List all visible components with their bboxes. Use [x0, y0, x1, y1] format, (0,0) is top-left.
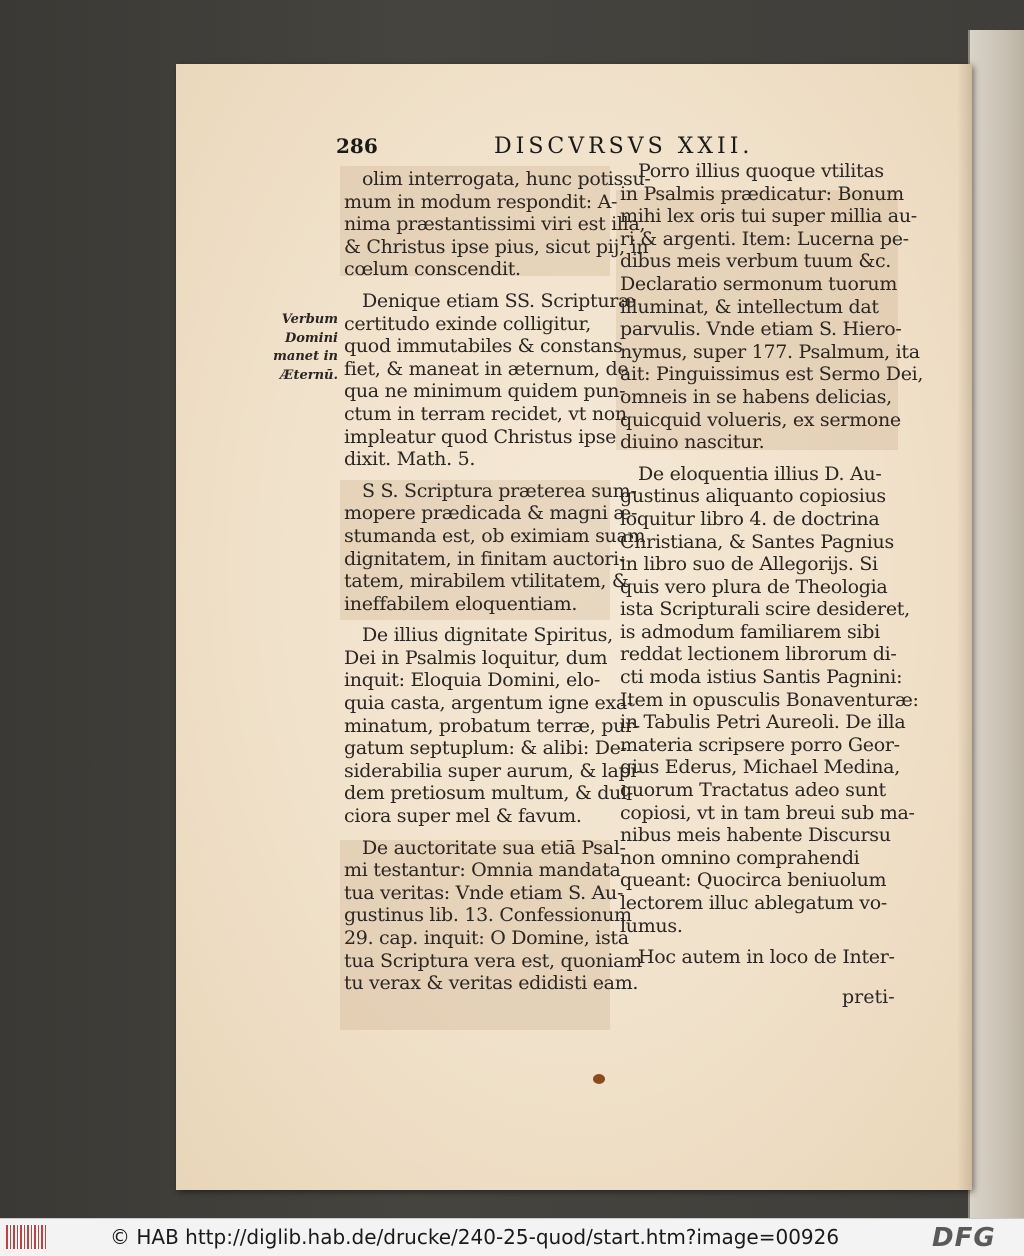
text-line: Hoc autem in loco de Inter- [638, 946, 895, 969]
right-text-column [620, 160, 924, 969]
copyright-link[interactable]: © HAB http://diglib.hab.de/drucke/240-25-quod/start.htm?image=00926 [110, 1225, 840, 1249]
text-line: copiosi, vt in tam breui sub ma- [620, 801, 915, 824]
text-line: gius Ederus, Michael Medina, [620, 756, 900, 779]
text-line: quicquid volueris, ex sermone [620, 408, 901, 431]
footer-bar [0, 1218, 1024, 1256]
paragraph-gap [344, 281, 608, 290]
text-line: nima præstantissimi viri est illa, [344, 213, 646, 236]
text-line: queant: Quocirca beniuolum [620, 869, 887, 892]
text-line: Denique etiam SS. Scripturæ [362, 289, 636, 312]
text-line: quorum Tractatus adeo sunt [620, 779, 886, 802]
text-line: reddat lectionem librorum di- [620, 643, 897, 666]
text-line: dignitatem, in finitam auctori- [344, 547, 626, 570]
text-line: stumanda est, ob eximiam suam [344, 524, 646, 547]
text-line: tu verax & veritas edidisti eam. [344, 972, 639, 995]
text-line: parvulis. Vnde etiam S. Hiero- [620, 318, 902, 341]
text-line: mum in modum respondit: A- [344, 190, 618, 213]
text-line: cœlum conscendit. [344, 258, 521, 281]
text-line: dem pretiosum multum, & dul- [344, 782, 633, 805]
text-line: dibus meis verbum tuum &c. [620, 250, 892, 273]
text-line: nibus meis habente Discursu [620, 824, 891, 847]
text-line: Item in opusculis Bonaventuræ: [620, 688, 919, 711]
text-line: mihi lex oris tui super millia au- [620, 205, 917, 228]
text-line: mopere prædicada & magni æ- [344, 502, 638, 525]
text-line: ciora super mel & favum. [344, 805, 582, 828]
text-line: ineffabilem eloquentiam. [344, 592, 578, 615]
margin-note-line: Æternū. [280, 367, 338, 383]
text-line: mi testantur: Omnia mandata [344, 859, 621, 882]
text-line: 29. cap. inquit: O Domine, ista [344, 927, 629, 949]
text-line: Declaratio sermonum tuorum [620, 272, 898, 295]
text-line: ri & argenti. Item: Lucerna pe- [620, 227, 909, 250]
text-line: quod immutabiles & constans [344, 335, 623, 358]
text-line: in Tabulis Petri Aureoli. De illa [620, 711, 906, 734]
text-line: quis vero plura de Theologia [620, 575, 888, 598]
backing-board [968, 30, 1024, 1218]
dfg-logo: DFG [932, 1223, 996, 1253]
paragraph-gap [620, 937, 892, 946]
text-line: ista Scripturali scire desideret, [620, 598, 910, 621]
text-line: gustinus aliquanto copiosius [620, 485, 886, 508]
left-text-column [344, 168, 651, 995]
text-line: ait: Pinguissimus est Sermo Dei, [620, 363, 924, 386]
text-line: certitudo exinde colligitur, [344, 312, 591, 335]
text-line: in libro suo de Allegorijs. Si [620, 553, 878, 576]
text-line: quia casta, argentum igne exa- [344, 692, 634, 715]
text-line: tatem, mirabilem vtilitatem, & [344, 570, 629, 593]
page-edge-shadow [957, 64, 972, 1190]
text-line: lumus. [620, 914, 683, 937]
catchword: preti- [842, 986, 895, 1008]
paragraph-gap [620, 454, 892, 463]
text-line: De illius dignitate Spiritus, [362, 624, 613, 647]
text-line: tua Scriptura vera est, quoniam [344, 949, 642, 972]
text-line: De auctoritate sua etiā Psal- [362, 836, 626, 859]
paragraph-gap [344, 828, 608, 837]
text-line: Dei in Psalmis loquitur, dum [344, 646, 608, 669]
paragraph-gap [344, 615, 608, 624]
margin-note [258, 311, 338, 385]
running-title: DISCVRSVS XXII. [494, 134, 754, 159]
text-line: & Christus ipse pius, sicut pij, in [344, 235, 649, 258]
barcode-icon [6, 1225, 46, 1249]
text-line: materia scripsere porro Geor- [620, 733, 900, 756]
text-line: non omnino comprahendi [620, 846, 860, 869]
text-line: olim interrogata, hunc potissu- [362, 168, 651, 190]
ink-spot [593, 1074, 605, 1084]
text-line: minatum, probatum terræ, pur- [344, 714, 640, 737]
text-line: fiet, & maneat in æternum, de [344, 357, 629, 380]
text-line: ctum in terram recidet, vt non [344, 402, 627, 425]
text-line: diuino nascitur. [620, 431, 765, 454]
text-line: lectorem illuc ablegatum vo- [620, 892, 887, 914]
text-line: Christiana, & Santes Pagnius [620, 530, 894, 553]
text-line: siderabilia super aurum, & lapi- [344, 759, 643, 782]
paragraph-gap [344, 471, 608, 480]
text-line: cti moda istius Santis Pagnini: [620, 666, 903, 689]
margin-note-line: Domini [284, 330, 338, 346]
text-line: gustinus lib. 13. Confessionum [344, 904, 632, 927]
text-line: impleatur quod Christus ipse [344, 425, 617, 448]
text-line: in Psalmis prædicatur: Bonum [620, 182, 904, 205]
text-line: De eloquentia illius D. Au- [638, 462, 882, 485]
text-line: gatum septuplum: & alibi: De- [344, 737, 627, 760]
text-line: S S. Scriptura præterea sum- [362, 479, 637, 502]
margin-note-line: Verbum [281, 312, 338, 327]
text-line: tua veritas: Vnde etiam S. Au- [344, 881, 624, 904]
text-line: inquit: Eloquia Domini, elo- [344, 669, 601, 692]
text-line: loquitur libro 4. de doctrina [620, 507, 880, 530]
text-line: illuminat, & intellectum dat [620, 295, 879, 318]
text-line: nymus, super 177. Psalmum, ita [620, 340, 920, 363]
margin-note-line: manet in [273, 349, 338, 365]
text-line: is admodum familiarem sibi [620, 620, 880, 643]
page-number: 286 [336, 134, 378, 158]
text-line: Porro illius quoque vtilitas [638, 160, 884, 182]
text-line: omneis in se habens delicias, [620, 385, 892, 408]
text-line: qua ne minimum quidem pun- [344, 380, 626, 403]
text-line: dixit. Math. 5. [344, 448, 476, 471]
